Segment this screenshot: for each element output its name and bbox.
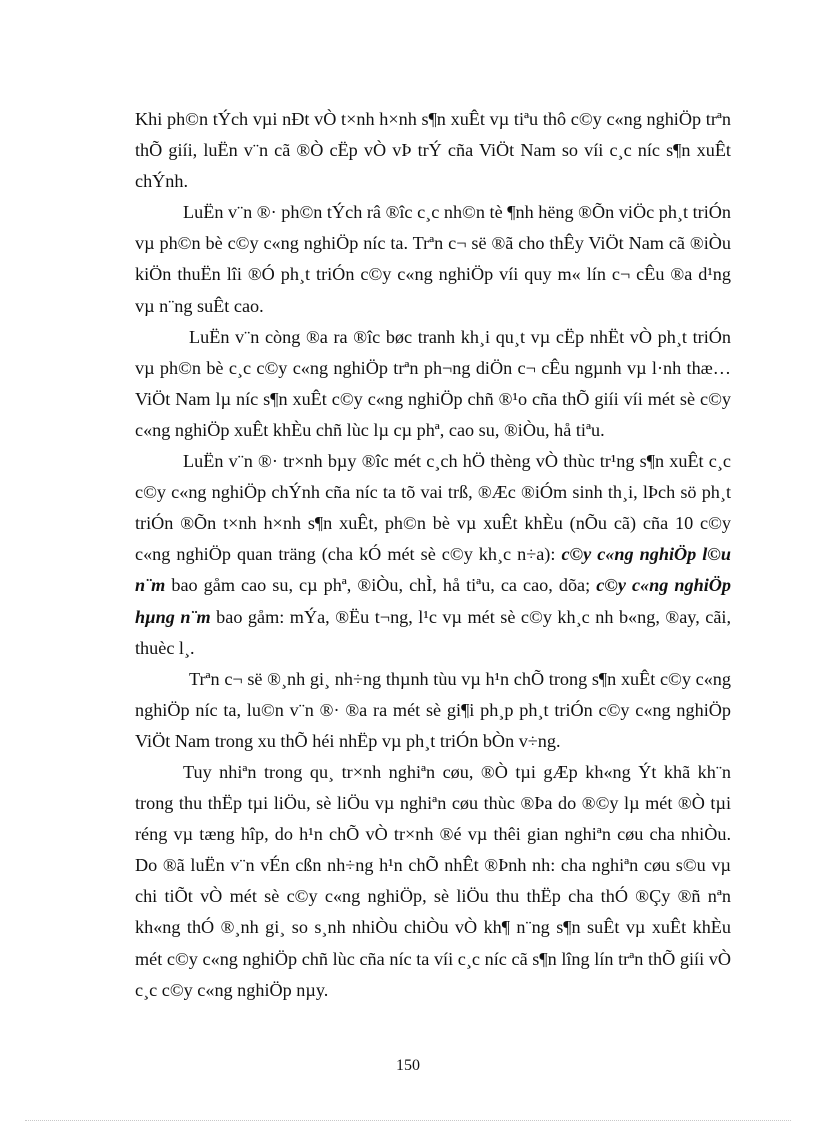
bottom-divider xyxy=(25,1120,791,1121)
paragraph-6: Tuy nhiªn trong qu¸ tr×nh nghiªn cøu, ®Ò tµi gÆp kh«ng Ýt khã kh¨n trong thu thËp tµi liÖu, sè liÖu vµ nghiªn cøu thùc ®Þa do ®©y lµ mét ®Ò tµi réng vµ tæng hîp, do h¹n chÕ vÒ tr×nh ®é vµ thêi gian nghiªn cøu cha nhiÒu. Do ®ã luËn v¨n vÉn cßn nh÷ng h¹n chÕ nhÊt ®Þnh nh: cha nghiªn cøu s©u vµ chi tiÕt vÒ mét sè c©y c«ng nghiÖp, sè liÖu thu thËp cha thÓ ®Çy ®ñ nªn kh«ng thÓ ®¸nh gi¸ so s¸nh nhiÒu chiÒu vÒ kh¶ n¨ng s¶n suÊt vµ xuÊt khÈu mét c©y c«ng nghiÖp chñ lùc cña níc ta víi c¸c níc cã s¶n lîng lín trªn thÕ giíi vÒ c¸c c©y c«ng nghiÖp nµy. xyxy=(135,761,731,1000)
paragraph-2: LuËn v¨n ®· ph©n tÝch râ ®îc c¸c nh©n tè ¶nh hëng ®Õn viÖc ph¸t triÓn vµ ph©n bè c©y c«ng nghiÖp níc ta. Trªn c¬ së ®ã cho thÊy ViÖt Nam cã ®iÒu kiÖn thuËn lîi ®Ó ph¸t triÓn c©y c«ng nghiÖp víi quy m« lín c¬ cÊu ®a d¹ng vµ n¨ng suÊt cao. xyxy=(135,202,731,316)
paragraph-5: Trªn c¬ së ®¸nh gi¸ nh÷ng thµnh tùu vµ h¹n chÕ trong s¶n xuÊt c©y c«ng nghiÖp níc ta, lu©n v¨n ®· ®a ra mét sè gi¶i ph¸p ph¸t triÓn c©y c«ng nghiÖp ViÖt Nam trong xu thÕ héi nhËp vµ ph¸t triÓn bÒn v÷ng. xyxy=(135,668,731,751)
body-text xyxy=(135,104,731,1006)
annual-crops-term: c©y c«ng nghiÖp hµng n¨m xyxy=(135,575,731,627)
paragraph-4-part-2: bao gåm cao su, cµ phª, ®iÒu, chÌ, hå tiªu, ca cao, dõa; xyxy=(165,575,597,596)
page-number: 150 xyxy=(396,1057,420,1074)
paragraph-4-part-1: LuËn v¨n ®· tr×nh bµy ®îc mét c¸ch hÖ thèng vÒ thùc tr¹ng s¶n xuÊt c¸c c©y c«ng nghiÖp chÝnh cña níc ta tõ vai trß, ®Æc ®iÓm sinh th¸i, lÞch sö ph¸t triÓn ®Õn t×nh h×nh s¶n xuÊt, ph©n bè vµ xuÊt khÈu (nÕu cã) cña 10 c©y c«ng nghiÖp quan träng (cha kÓ mét sè c©y kh¸c n÷a): xyxy=(135,451,731,565)
paragraph-3: LuËn v¨n còng ®a ra ®îc bøc tranh kh¸i qu¸t vµ cËp nhËt vÒ ph¸t triÓn vµ ph©n bè c¸c c©y c«ng nghiÖp trªn ph¬ng diÖn c¬ cÊu ngµnh vµ l·nh thæ…ViÖt Nam lµ níc s¶n xuÊt c©y c«ng nghiÖp chñ ®¹o cña thÕ giíi víi mét sè c©y c«ng nghiÖp xuÊt khÈu chñ lùc lµ cµ phª, cao su, ®iÒu, hå tiªu. xyxy=(135,326,731,440)
paragraph-4-part-3: bao gåm: mÝa, ®Ëu t¬ng, l¹c vµ mét sè c©y kh¸c nh b«ng, ®ay, cãi, thuèc l¸. xyxy=(135,606,732,658)
paragraph-1: Khi ph©n tÝch vµi nÐt vÒ t×nh h×nh s¶n xuÊt vµ tiªu thô c©y c«ng nghiÖp trªn thÕ giíi, luËn v¨n cã ®Ò cËp vÒ vÞ trÝ cña ViÖt Nam so víi c¸c níc s¶n xuÊt chÝnh. xyxy=(135,109,731,192)
perennial-crops-term: c©y c«ng nghiÖp l©u n¨m xyxy=(135,544,732,596)
paragraph-4 xyxy=(135,446,731,664)
